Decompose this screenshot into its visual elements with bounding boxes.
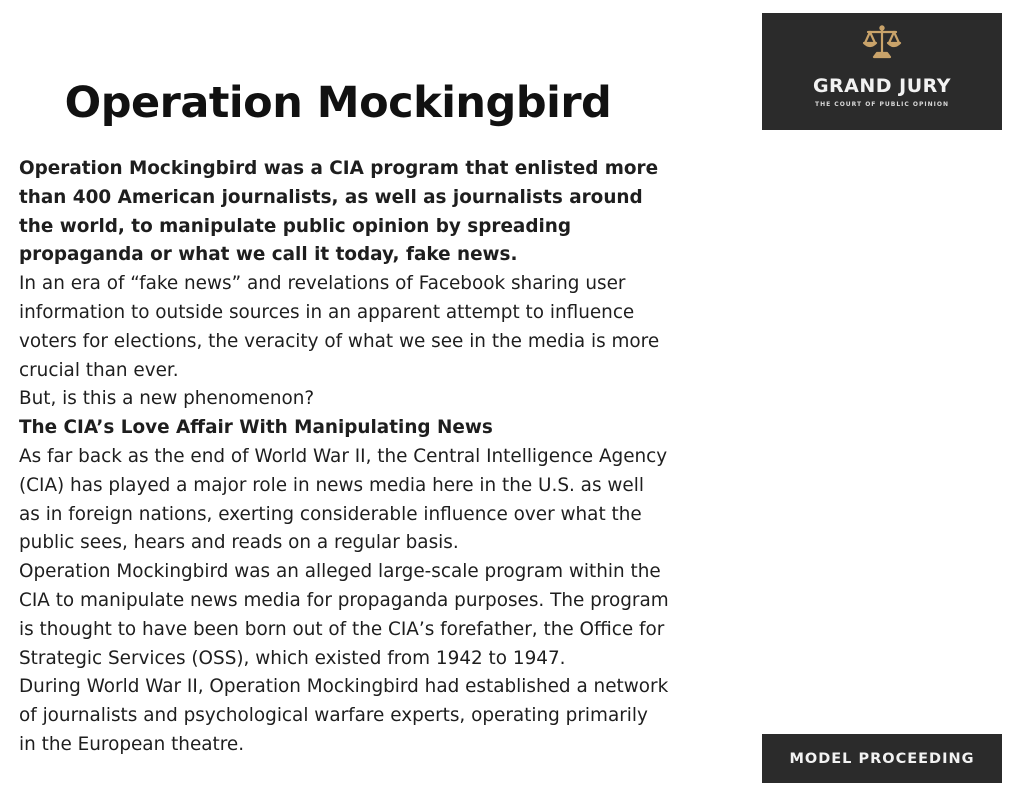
model-proceeding-label: MODEL PROCEEDING [789,750,975,767]
paragraph-question: But, is this a new phenomenon? [19,388,315,410]
intro-paragraph: Operation Mockingbird was a CIA program that enlisted more than 400 American journalists, as well as journalists around the world, to manipulate public opinion by spreading propaganda or what we call it today, fake news. [19,158,659,266]
scales-of-justice-icon [862,23,902,61]
paragraph-program-origin: Operation Mockingbird was an alleged large-scale program within the CIA to manipulate news media for propaganda purposes. The program is thought to have been born out of the CIA’s forefather, the Office for Strategic Services (OSS), which existed from 1942 to 1947. [19,561,669,669]
paragraph-fake-news-era: In an era of “fake news” and revelations of Facebook sharing user information to outside sources in an apparent attempt to influence voters for elections, the veracity of what we see in the media is more crucial than ever. [19,273,660,381]
brand-tagline: THE COURT OF PUBLIC OPINION [815,101,949,108]
brand-name: GRAND JURY [812,75,952,97]
paragraph-ww2-history: As far back as the end of World War II, the Central Intelligence Agency (CIA) has played a major role in news media here in the U.S. as well as in foreign nations, exerting considerable influence over what the public sees, hears and reads on a regular basis. [19,445,668,554]
model-proceeding-badge [762,734,1002,783]
section-heading: The CIA’s Love Affair With Manipulating News [19,417,493,439]
slide-title: Operation Mockingbird [64,78,612,128]
paragraph-network: During World War II, Operation Mockingbird had established a network of journalists and psychological warfare experts, operating primarily in the European theatre. [19,676,669,755]
slide-body [19,155,669,760]
brand-logo [762,13,1002,130]
